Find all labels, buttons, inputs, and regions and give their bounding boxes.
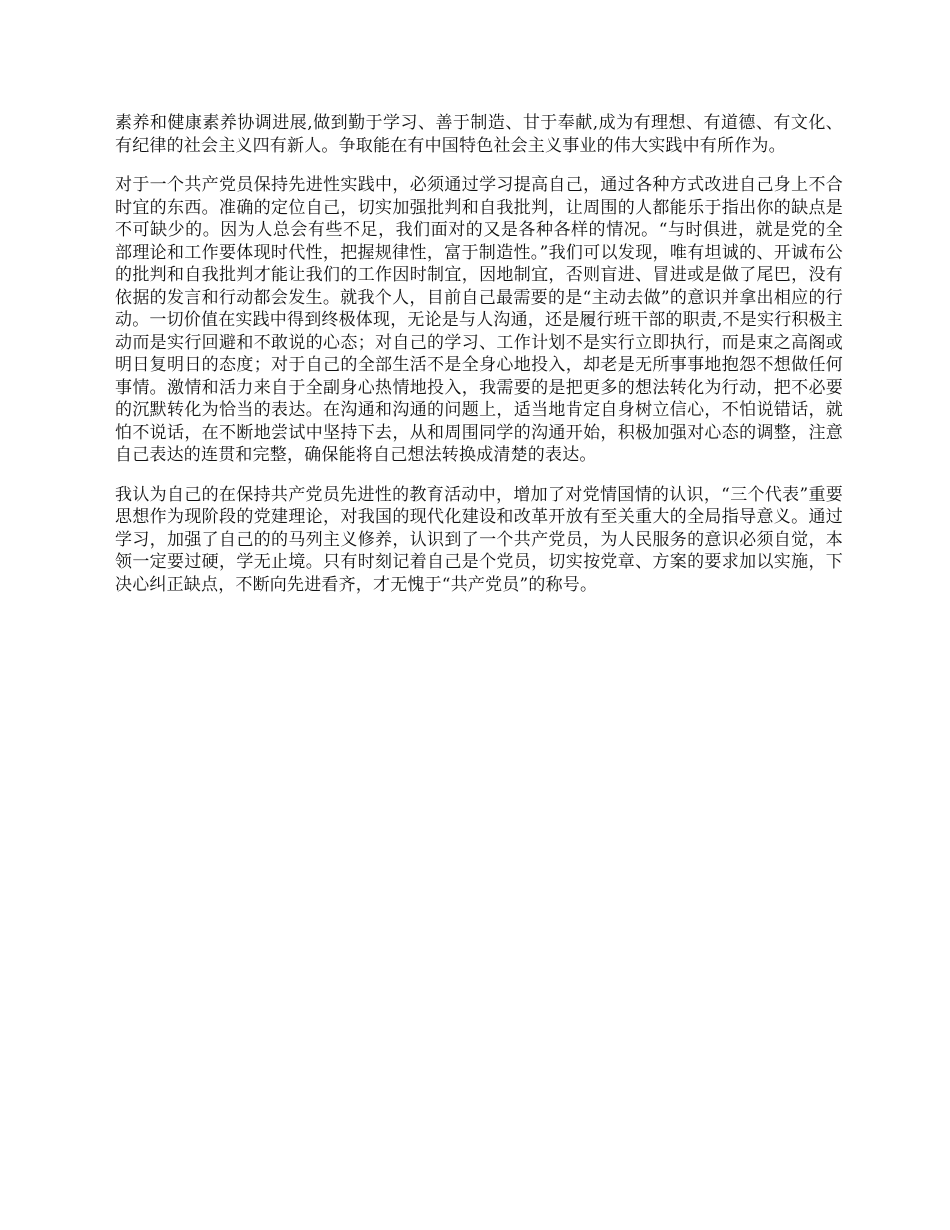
paragraph-3: 我认为自己的在保持共产党员先进性的教育活动中，增加了对党情国情的认识，“三个代表”重要思想作为现阶段的党建理论，对我国的现代化建设和改革开放有至关重大的全局指导意义。通过学习，加强了自己的的马列主义修养，认识到了一个共产党员，为人民服务的意识必须自觉，本领一定要过硬，学无止境。只有时刻记着自己是个党员，切实按党章、方案的要求加以实施，下决心纠正缺点，不断向先进看齐，才无愧于“共产党员”的称号。 xyxy=(115,484,843,595)
document-page xyxy=(115,112,843,613)
paragraph-1: 素养和健康素养协调进展,做到勤于学习、善于制造、甘于奉献,成为有理想、有道德、有文化、有纪律的社会主义四有新人。争取能在有中国特色社会主义事业的伟大实践中有所作为。 xyxy=(115,113,843,156)
paragraph-2: 对于一个共产党员保持先进性实践中，必须通过学习提高自己，通过各种方式改进自己身上不合时宜的东西。准确的定位自己，切实加强批判和自我批判，让周围的人都能乐于指出你的缺点是不可缺少的。因为人总会有些不足，我们面对的又是各种各样的情况。“与时俱进，就是党的全部理论和工作要体现时代性，把握规律性，富于制造性。”我们可以发现，唯有坦诚的、开诚布公的批判和自我批判才能让我们的工作因时制宜，因地制宜，否则盲进、冒进或是做了尾巴，没有依据的发言和行动都会发生。就我个人，目前自己最需要的是“主动去做”的意识并拿出相应的行动。一切价值在实践中得到终极体现，无论是与人沟通，还是履行班干部的职责,不是实行积极主动而是实行回避和不敢说的心态；对自己的学习、工作计划不是实行立即执行，而是束之高阁或明日复明日的态度；对于自己的全部生活不是全身心地投入，却老是无所事事地抱怨不想做任何事情。激情和活力来自于全副身心热情地投入，我需要的是把更多的想法转化为行动，把不必要的沉默转化为恰当的表达。在沟通和沟通的问题上，适当地肯定自身树立信心，不怕说错话，就怕不说话，在不断地尝试中坚持下去，从和周围同学的沟通开始，积极加强对心态的调整，注意自己表达的连贯和完整，确保能将自己想法转换成清楚的表达。 xyxy=(115,175,844,465)
